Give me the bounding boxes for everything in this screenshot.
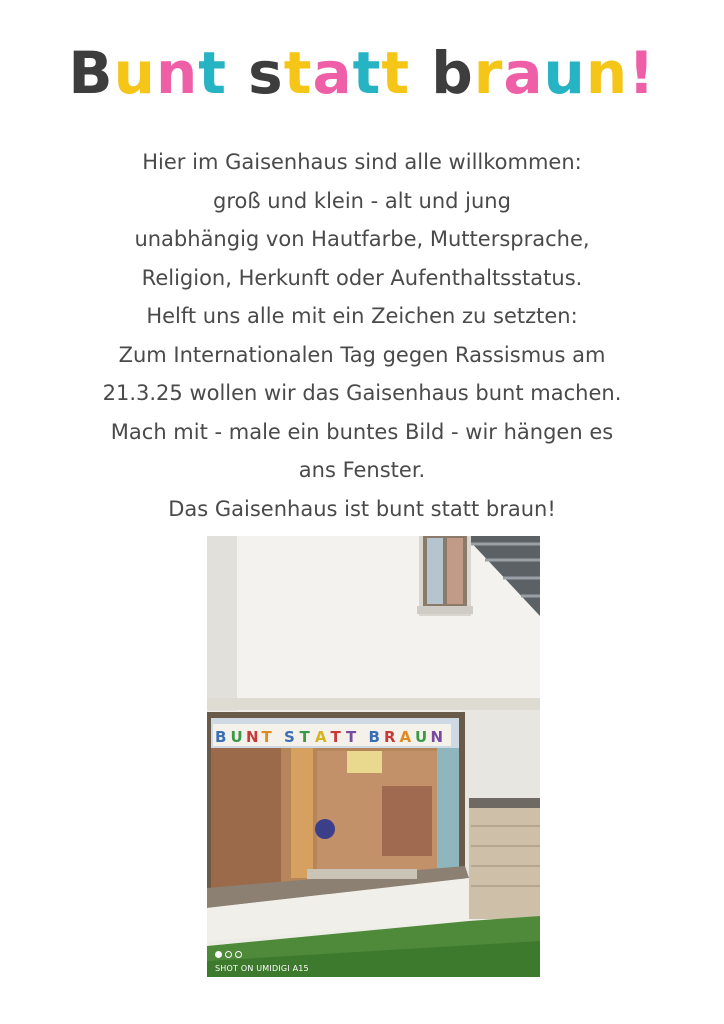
body-line: Helft uns alle mit ein Zeichen zu setzten: (146, 304, 578, 328)
title-letter: u (543, 39, 586, 107)
banner-letter: U (415, 728, 428, 746)
photo-indicator-dots (215, 943, 245, 962)
body-line: Mach mit - male ein buntes Bild - wir hängen es (110, 419, 614, 444)
title-letter: s (248, 39, 284, 107)
body-line: groß und klein - alt und jung (213, 188, 511, 213)
title-letter: a (503, 39, 544, 107)
house-photo (207, 536, 540, 977)
title-letter: t (283, 39, 313, 107)
title-letter: t (198, 39, 227, 107)
dot-icon (235, 951, 242, 958)
title-letter: ! (628, 39, 656, 107)
banner-letter: T (346, 728, 357, 746)
house-photo-drawing (207, 536, 540, 977)
title-letter: n (585, 39, 629, 107)
banner-letter: T (261, 728, 272, 746)
title-letter: B (68, 39, 114, 107)
banner-letter: B (368, 728, 380, 746)
title-letter (227, 38, 248, 108)
title-letter: n (155, 39, 199, 107)
title-letter: b (431, 39, 474, 107)
body-text (40, 143, 684, 528)
banner-letter: R (384, 728, 396, 746)
banner-letter: A (399, 728, 412, 746)
banner-letter: T (330, 728, 341, 746)
dot-icon (215, 951, 222, 958)
body-line: 21.3.25 wollen wir das Gaisenhaus bunt machen. (102, 381, 622, 405)
title-letter: t (352, 39, 382, 107)
title-letter: a (312, 39, 353, 107)
body-line: unabhängig von Hautfarbe, Muttersprache, (134, 227, 590, 251)
banner-letter: A (315, 728, 327, 746)
dot-icon (225, 951, 232, 958)
body-line: Das Gaisenhaus ist bunt statt braun! (168, 496, 556, 521)
banner-letter: S (284, 728, 295, 746)
body-line: ans Fenster. (298, 458, 426, 482)
title-letter (410, 38, 431, 108)
title-letter: t (381, 39, 411, 107)
banner-letter: U (230, 728, 243, 746)
banner-letter: N (430, 728, 444, 746)
body-line: Hier im Gaisenhaus sind alle willkommen: (142, 150, 582, 174)
page-title (0, 38, 724, 108)
banner-letter: T (299, 728, 310, 746)
photo-watermark: SHOT ON UMIDIGI A15 (215, 964, 309, 973)
title-letter: r (473, 39, 504, 107)
banner-letter: B (215, 728, 227, 746)
body-line: Religion, Herkunft oder Aufenthaltsstatus. (141, 265, 583, 290)
banner-letter: N (246, 728, 259, 746)
title-letter: u (113, 39, 156, 107)
body-line: Zum Internationalen Tag gegen Rassismus am (118, 342, 606, 367)
